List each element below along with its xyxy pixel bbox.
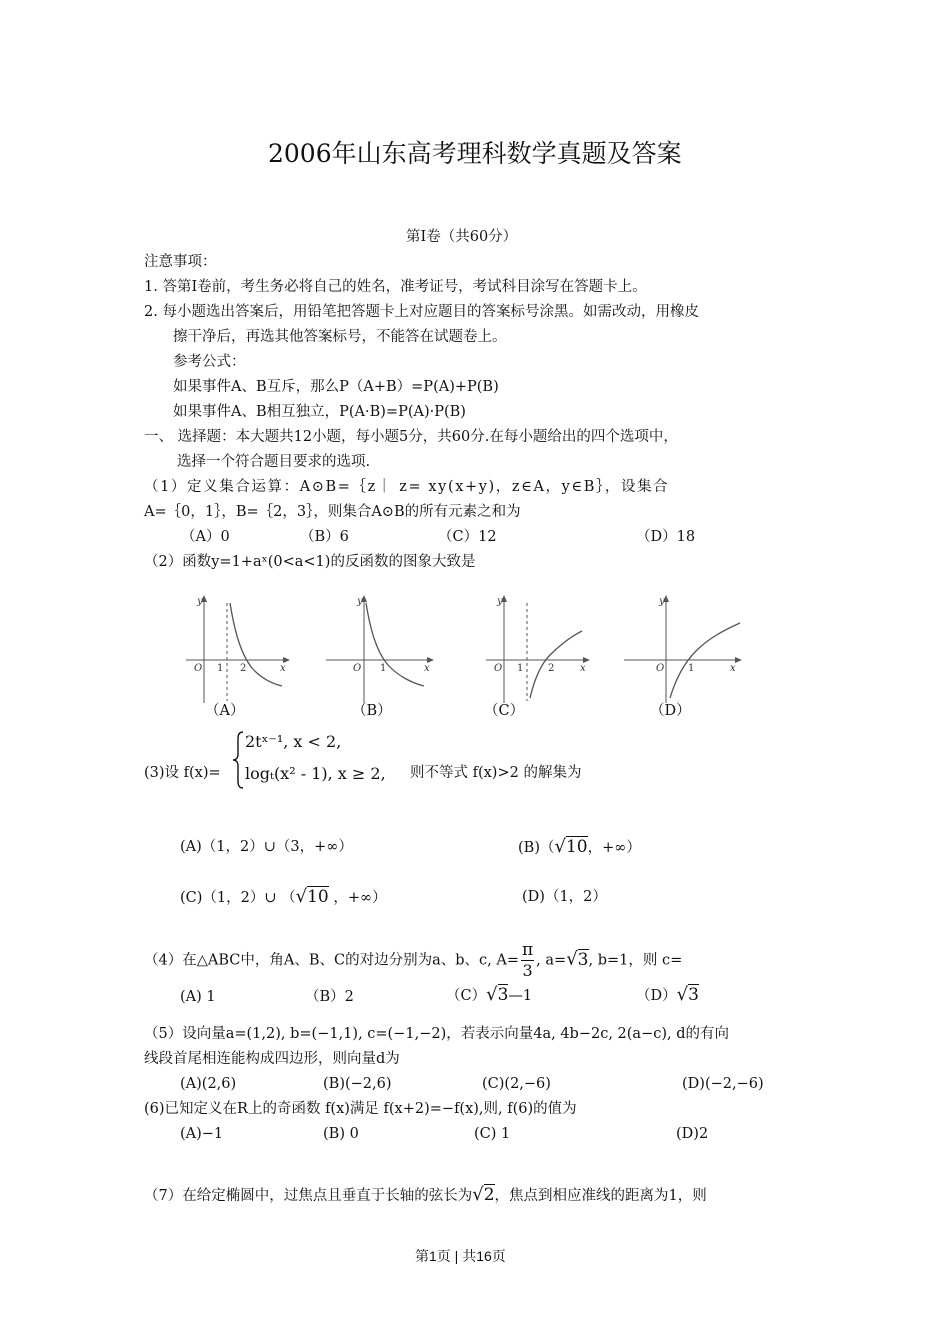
sqrt-icon: √ xyxy=(295,886,308,907)
q5-line2: 线段首尾相连能构成四边形，则向量d为 xyxy=(144,1051,400,1067)
q3-c-radicand: 10 xyxy=(307,887,329,907)
q3-case-2: logₜ(x² - 1), x ≥ 2, xyxy=(245,764,386,783)
axis-x-label: x xyxy=(280,663,286,674)
axis-x-label: x xyxy=(730,663,736,674)
q7-stem-prefix: （7）在给定椭圆中，过焦点且垂直于长轴的弦长为 xyxy=(144,1188,473,1204)
q7-stem-suffix: ，焦点到相应准线的距离为1，则 xyxy=(494,1188,707,1204)
notice-item-2a: 2. 每小题选出答案后，用铅笔把答题卡上对应题目的答案标号涂黑。如需改动，用橡皮 xyxy=(144,304,699,320)
q1-line1: （1）定义集合运算：A⊙B=｛z｜ z= xy(x+y)，z∈A，y∈B｝，设集合 xyxy=(144,479,670,495)
q4-radicand: 3 xyxy=(577,949,589,970)
axis-y-label: y xyxy=(357,596,363,607)
q1-option-a: （A）0 xyxy=(181,529,230,545)
q3-b-radicand: 10 xyxy=(565,837,588,857)
q5-option-d: (D)(−2,−6) xyxy=(682,1076,764,1092)
q7-stem xyxy=(144,1186,707,1205)
q7-radicand: 2 xyxy=(483,1185,495,1205)
origin-label: O xyxy=(494,663,503,674)
q3-c-suffix: ，+∞） xyxy=(328,890,387,906)
graph-label-d: （D） xyxy=(650,703,691,719)
q1-option-b: （B）6 xyxy=(300,529,349,545)
sqrt-icon: √ xyxy=(554,836,566,857)
formula-1: 如果事件A、B互斥，那么P（A+B）=P(A)+P(B) xyxy=(173,379,499,395)
axis-x-label: x xyxy=(424,663,430,674)
sqrt-icon: √ xyxy=(566,948,578,970)
q6-option-a: (A)−1 xyxy=(180,1126,224,1142)
tick-1: 1 xyxy=(380,663,387,674)
q4-option-d xyxy=(636,986,699,1005)
q4-option-c xyxy=(446,986,532,1005)
q4-d-prefix: （D） xyxy=(636,988,677,1004)
tick-1: 1 xyxy=(688,663,695,674)
q3-option-d: (D)（1，2） xyxy=(522,889,607,905)
fraction-pi-over-3 xyxy=(521,940,534,981)
q5-option-c: (C)(2,−6) xyxy=(482,1076,551,1092)
q1-option-d: （D）18 xyxy=(636,529,696,545)
fraction-denominator: 3 xyxy=(522,961,533,980)
page-footer: 第1页 | 共16页 xyxy=(415,1248,506,1264)
tick-1: 1 xyxy=(517,663,524,674)
q4-stem-mid: , a= xyxy=(536,952,567,969)
left-brace xyxy=(231,730,245,790)
q6-stem: (6)已知定义在R上的奇函数 f(x)满足 f(x+2)=−f(x),则, f(6)的值为 xyxy=(144,1101,577,1117)
axis-y-label: y xyxy=(497,596,503,607)
tick-2: 2 xyxy=(240,663,247,674)
sqrt-icon: √ xyxy=(486,984,498,1005)
graph-a xyxy=(182,593,292,708)
q5-line1: （5）设向量a=(1,2), b=(−1,1), c=(−1,−2)，若表示向量4a, 4b−2c, 2(a−c), d的有向 xyxy=(144,1026,729,1042)
q4-option-a: (A) 1 xyxy=(180,989,216,1005)
axis-y-label: y xyxy=(659,596,665,607)
part1-line2: 选择一个符合题目要求的选项. xyxy=(177,454,371,470)
q3-b-suffix: ，+∞） xyxy=(587,840,641,856)
q5-option-a: (A)(2,6) xyxy=(180,1076,237,1092)
q3-case-1: 2tˣ⁻¹, x < 2, xyxy=(245,732,342,751)
q4-c-radicand: 3 xyxy=(497,985,509,1005)
q4-option-b: （B）2 xyxy=(305,989,354,1005)
formula-2: 如果事件A、B相互独立，P(A·B)=P(A)·P(B) xyxy=(173,404,466,420)
q2-stem: （2）函数y=1+aˣ(0<a<1)的反函数的图象大致是 xyxy=(144,554,476,570)
part1-line1: 一、 选择题：本大题共12小题，每小题5分，共60分.在每小题给出的四个选项中， xyxy=(144,429,678,445)
graph-label-c: （C） xyxy=(484,703,525,719)
notice-item-1: 1. 答第Ⅰ卷前，考生务必将自己的姓名，准考证号，考试科目涂写在答题卡上。 xyxy=(144,279,647,295)
page-title: 2006年山东高考理科数学真题及答案 xyxy=(268,139,682,168)
formula-label: 参考公式： xyxy=(173,354,246,370)
origin-label: O xyxy=(194,663,203,674)
notice-item-2b: 擦干净后，再选其他答案标号，不能答在试题卷上。 xyxy=(173,329,507,345)
q6-option-d: (D)2 xyxy=(676,1126,709,1142)
q4-stem xyxy=(144,940,682,981)
q6-option-b: (B) 0 xyxy=(323,1126,359,1142)
q3-option-b xyxy=(518,838,641,857)
q4-stem-prefix: （4）在△ABC中，角A、B、C的对边分别为a、b、c, A= xyxy=(144,952,519,969)
q4-d-radicand: 3 xyxy=(688,985,699,1005)
q3-option-a: (A)（1，2）∪（3，+∞） xyxy=(180,839,353,855)
graph-c xyxy=(482,593,592,708)
q3-suffix: 则不等式 f(x)>2 的解集为 xyxy=(410,765,582,781)
q1-line2: A=｛0，1｝，B=｛2，3｝，则集合A⊙B的所有元素之和为 xyxy=(144,504,521,520)
sqrt-icon: √ xyxy=(472,1184,484,1205)
q3-b-prefix: (B)（ xyxy=(518,840,555,856)
q5-option-b: (B)(−2,6) xyxy=(323,1076,392,1092)
q3-prefix: (3)设 f(x)= xyxy=(144,765,221,781)
q3-c-prefix: (C)（1，2）∪ （ xyxy=(180,890,296,906)
graph-d xyxy=(620,593,745,708)
q4-c-suffix: —1 xyxy=(508,988,533,1004)
sqrt-icon: √ xyxy=(676,984,689,1005)
fraction-numerator: π xyxy=(521,940,534,960)
graph-label-b: （B） xyxy=(352,703,392,719)
q1-option-c: （C）12 xyxy=(438,529,497,545)
tick-2: 2 xyxy=(548,663,555,674)
tick-1: 1 xyxy=(217,663,224,674)
axis-x-label: x xyxy=(580,663,586,674)
graph-label-a: （A） xyxy=(205,703,245,719)
axis-y-label: y xyxy=(197,596,203,607)
q4-stem-suffix: , b=1，则 c= xyxy=(588,952,683,969)
notice-label: 注意事项： xyxy=(144,254,217,270)
graph-b xyxy=(322,593,437,708)
origin-label: O xyxy=(353,663,362,674)
origin-label: O xyxy=(656,663,665,674)
q3-option-c xyxy=(180,888,387,907)
q4-c-prefix: （C） xyxy=(446,988,487,1004)
section-header: 第Ⅰ卷（共60分） xyxy=(406,229,518,245)
q6-option-c: (C) 1 xyxy=(474,1126,511,1142)
